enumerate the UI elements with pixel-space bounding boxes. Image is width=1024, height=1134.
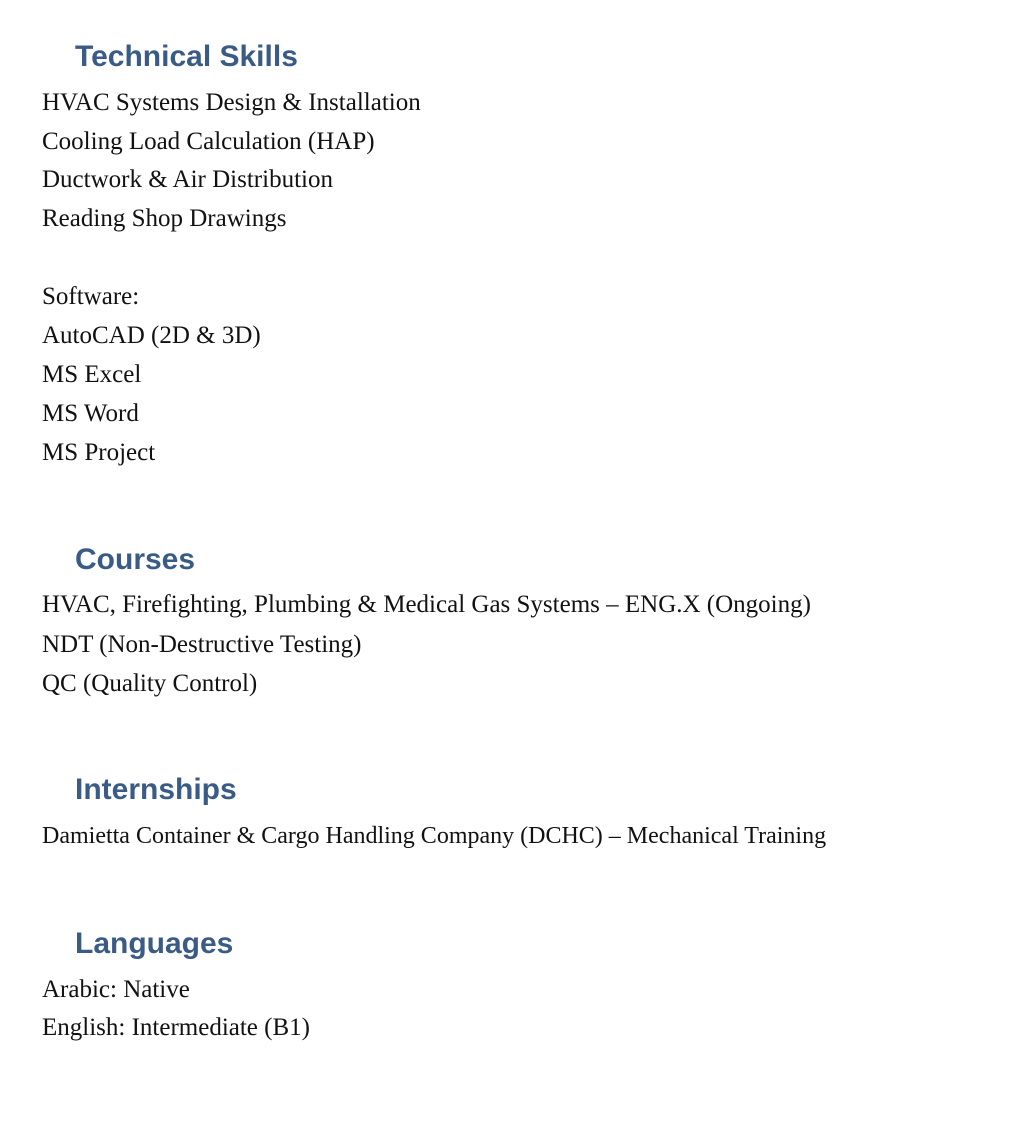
course-item: NDT (Non-Destructive Testing)	[42, 631, 362, 658]
language-item: Arabic: Native	[42, 976, 190, 1003]
technical-skills-heading: Technical Skills	[75, 40, 298, 73]
course-item: HVAC, Firefighting, Plumbing & Medical Gas Systems – ENG.X (Ongoing)	[42, 591, 811, 618]
language-item: English: Intermediate (B1)	[42, 1014, 310, 1041]
internship-item: Damietta Container & Cargo Handling Company (DCHC) – Mechanical Training	[42, 823, 827, 849]
skill-item: Cooling Load Calculation (HAP)	[42, 128, 375, 155]
software-label: Software:	[42, 283, 140, 310]
software-item: MS Excel	[42, 361, 142, 388]
software-item: MS Word	[42, 400, 139, 427]
software-item: MS Project	[42, 439, 156, 466]
course-item: QC (Quality Control)	[42, 670, 258, 697]
skill-item: Reading Shop Drawings	[42, 205, 287, 232]
internships-heading: Internships	[75, 773, 237, 806]
languages-heading: Languages	[75, 927, 234, 960]
skill-item: HVAC Systems Design & Installation	[42, 89, 421, 116]
skill-item: Ductwork & Air Distribution	[42, 166, 333, 193]
software-item: AutoCAD (2D & 3D)	[42, 322, 261, 349]
courses-heading: Courses	[75, 543, 196, 576]
